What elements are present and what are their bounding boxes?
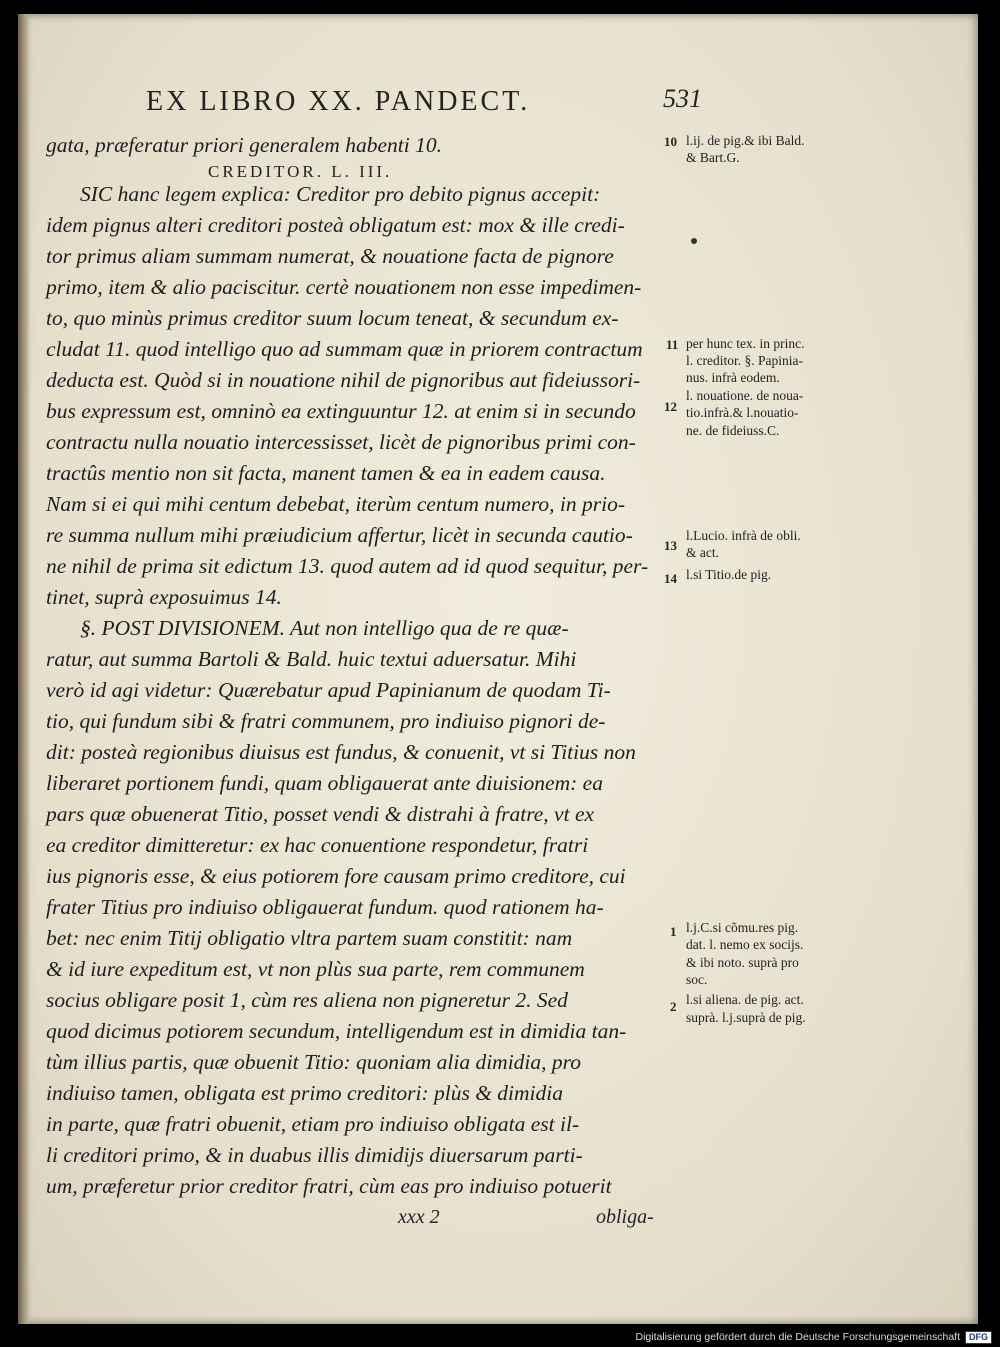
body-line: to, quo minùs primus creditor suum locum teneat, & secundum ex- bbox=[46, 306, 619, 330]
funding-note: Digitalisierung gefördert durch die Deutsche Forschungsgemeinschaft bbox=[635, 1331, 960, 1343]
margin-note: nus. infrà eodem. bbox=[686, 370, 780, 385]
body-line: socius obligare posit 1, cùm res aliena non pigneretur 2. Sed bbox=[46, 988, 568, 1012]
body-line: primo, item & alio paciscitur. certè nouationem non esse impedimen- bbox=[46, 275, 642, 299]
body-line: §. POST DIVISIONEM. Aut non intelligo qua de re quæ- bbox=[80, 616, 569, 640]
margin-note: l.si Titio.de pig. bbox=[686, 567, 772, 582]
body-line: indiuiso tamen, obligata est primo creditori: plùs & dimidia bbox=[46, 1081, 563, 1105]
section-heading: CREDITOR. L. III. bbox=[208, 162, 393, 181]
body-line: SIC hanc legem explica: Creditor pro debito pignus accepit: bbox=[80, 182, 601, 206]
margin-note: soc. bbox=[686, 972, 708, 987]
body-line: gata, præferatur priori generalem habenti 10. bbox=[46, 133, 442, 157]
body-line: Nam si ei qui mihi centum debebat, iterùm centum numero, in prio- bbox=[46, 492, 626, 516]
body-line: um, præferetur prior creditor fratri, cùm eas pro indiuiso potuerit bbox=[46, 1174, 612, 1198]
margin-note: per hunc tex. in princ. bbox=[686, 336, 805, 351]
margin-note: & act. bbox=[686, 545, 719, 560]
body-line: tio, qui fundum sibi & fratri communem, pro indiuiso pignori de- bbox=[46, 709, 606, 733]
body-line: verò id agi videtur: Quærebatur apud Papinianum de quodam Ti- bbox=[46, 678, 611, 702]
book-page bbox=[18, 14, 978, 1324]
body-line: bet: nec enim Titij obligatio vltra partem suam constitit: nam bbox=[46, 926, 573, 950]
margin-note-number: 14 bbox=[664, 571, 677, 586]
body-line: tor primus aliam summam numerat, & nouatione facta de pignore bbox=[46, 244, 614, 268]
body-line: in parte, quæ fratri obuenit, etiam pro indiuiso obligata est il- bbox=[46, 1112, 580, 1136]
body-line: ne nihil de prima sit edictum 13. quod autem ad id quod sequitur, per- bbox=[46, 554, 649, 578]
body-line: dit: posteà regionibus diuisus est fundus, & conuenit, vt si Titius non bbox=[46, 740, 636, 764]
digitization-footer bbox=[635, 1328, 992, 1346]
body-line: pars quæ obuenerat Titio, posset vendi & distrahi à fratre, vt ex bbox=[46, 802, 595, 826]
body-line: & id iure expeditum est, vt non plùs sua parte, rem communem bbox=[46, 957, 585, 981]
margin-note: l.j.C.si cõmu.res pig. bbox=[686, 920, 799, 935]
ink-spot bbox=[691, 238, 697, 244]
margin-note: & ibi noto. suprà pro bbox=[686, 955, 799, 970]
margin-note: l.Lucio. infrà de obli. bbox=[686, 528, 801, 543]
running-head: EX LIBRO XX. PANDECT. bbox=[146, 86, 531, 117]
body-line: frater Titius pro indiuiso obligauerat fundum. quod rationem ha- bbox=[46, 895, 604, 919]
margin-note: dat. l. nemo ex socijs. bbox=[686, 937, 804, 952]
signature-mark: xxx 2 bbox=[398, 1206, 440, 1228]
body-line: tractûs mentio non sit facta, manent tamen & ea in eadem causa. bbox=[46, 461, 606, 485]
body-line: cludat 11. quod intelligo quo ad summam quæ in priorem contractum bbox=[46, 337, 643, 361]
margin-note-number: 13 bbox=[664, 538, 677, 553]
body-line: ius pignoris esse, & eius potiorem fore causam primo creditore, cui bbox=[46, 864, 626, 888]
body-line: ratur, aut summa Bartoli & Bald. huic textui aduersatur. Mihi bbox=[46, 647, 577, 671]
margin-note: & Bart.G. bbox=[686, 150, 740, 165]
body-line: tùm illius partis, quæ obuenit Titio: quoniam alia dimidia, pro bbox=[46, 1050, 581, 1074]
body-line: re summa nullum mihi præiudicium affertur, licèt in secunda cautio- bbox=[46, 523, 633, 547]
margin-note: l.si aliena. de pig. act. bbox=[686, 992, 804, 1007]
body-line: bus expressum est, omninò ea extinguuntur 12. at enim si in secundo bbox=[46, 399, 636, 423]
margin-note: tio.infrà.& l.nouatio- bbox=[686, 405, 799, 420]
body-line: contractu nulla nouatio intercessisset, licèt de pignoribus primi con- bbox=[46, 430, 636, 454]
margin-note: l. nouatione. de noua- bbox=[686, 388, 804, 403]
body-line: idem pignus alteri creditori posteà obligatum est: mox & ille credi- bbox=[46, 213, 625, 237]
margin-note-number: 1 bbox=[670, 924, 677, 939]
margin-note: l. creditor. §. Papinia- bbox=[686, 353, 803, 368]
margin-note: l.ij. de pig.& ibi Bald. bbox=[686, 133, 805, 148]
body-line: quod dicimus potiorem secundum, intelligendum est in dimidia tan- bbox=[46, 1019, 627, 1043]
body-line: liberaret portionem fundi, quam obligauerat ante diuisionem: ea bbox=[46, 771, 603, 795]
dfg-logo: DFG bbox=[965, 1331, 992, 1344]
body-line: deducta est. Quòd si in nouatione nihil de pignoribus aut fideiussori- bbox=[46, 368, 641, 392]
body-line: ea creditor dimitteretur: ex hac conuentione respondetur, fratri bbox=[46, 833, 589, 857]
book-spine-shadow bbox=[18, 14, 30, 1324]
margin-note: suprà. l.j.suprà de pig. bbox=[686, 1010, 806, 1025]
margin-note-number: 12 bbox=[664, 399, 677, 414]
margin-note: ne. de fideiuss.C. bbox=[686, 423, 780, 438]
margin-note-number: 11 bbox=[666, 337, 679, 352]
margin-note-number: 10 bbox=[664, 134, 677, 149]
body-line: tinet, suprà exposuimus 14. bbox=[46, 585, 282, 609]
body-line: li creditori primo, & in duabus illis dimidijs diuersarum parti- bbox=[46, 1143, 583, 1167]
catchword: obliga- bbox=[596, 1206, 654, 1228]
page-number: 531 bbox=[663, 84, 702, 113]
margin-note-number: 2 bbox=[670, 999, 677, 1014]
